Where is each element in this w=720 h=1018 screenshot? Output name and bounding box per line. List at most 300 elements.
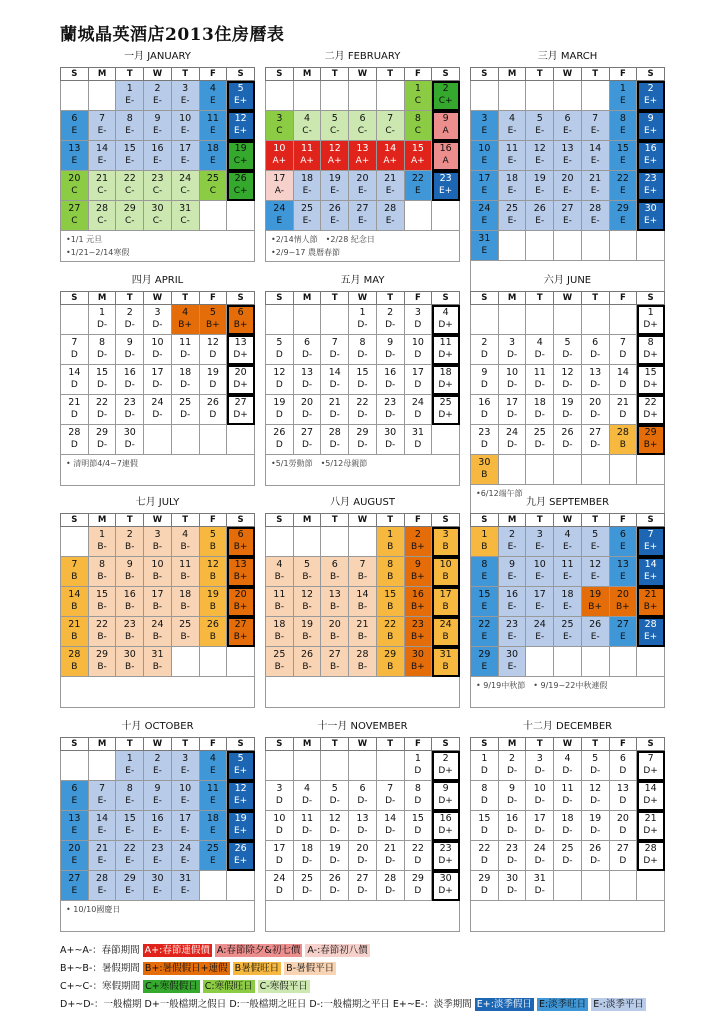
day-number: 29 [123,873,136,884]
day-cell [554,111,582,141]
rate-code: D- [329,886,340,896]
day-cell [526,365,554,395]
rate-code: B+ [233,632,248,642]
month-block [60,720,255,932]
day-number: 25 [273,649,286,660]
day-cell [432,335,460,365]
day-number: 3 [509,337,516,348]
day-cell [199,781,227,811]
day-cell [199,335,227,365]
day-cell [321,811,349,841]
empty-cell [88,81,116,111]
day-number: 17 [533,589,546,600]
day-number: 5 [209,307,216,318]
day-number: 31 [439,649,452,660]
rate-code: E- [357,216,367,226]
day-number: 20 [356,173,369,184]
day-number: 14 [328,367,341,378]
month-notes [470,677,665,708]
day-cell [637,305,665,335]
weekday-header: T [171,514,199,527]
rate-code: B [71,602,78,612]
day-number: 14 [384,143,397,154]
rate-code: E- [152,96,162,106]
day-number: 21 [384,843,397,854]
month-block [265,496,460,708]
day-cell [227,811,255,841]
rate-code: D+ [438,320,453,330]
day-number: 30 [478,457,491,468]
day-cell [554,395,582,425]
day-cell [199,365,227,395]
rate-code: E- [125,796,135,806]
weekday-header: W [144,738,172,751]
day-cell [498,617,526,647]
empty-cell [199,871,227,901]
day-number: 20 [589,397,602,408]
day-cell [144,365,172,395]
day-number: 4 [442,307,449,318]
day-number: 21 [96,843,109,854]
rate-code: E- [507,632,517,642]
day-cell [349,811,377,841]
rate-code: B- [180,632,190,642]
day-cell [404,871,432,901]
day-number: 16 [439,813,452,824]
day-cell [88,201,116,231]
day-cell [581,587,609,617]
day-cell [376,557,404,587]
weekday-header: W [144,68,172,81]
day-number: 19 [301,619,314,630]
weekday-header: S [637,292,665,305]
rate-code: D [414,856,422,866]
weekday-header: S [432,514,460,527]
day-cell [404,781,432,811]
day-number: 12 [589,783,602,794]
day-number: 24 [179,173,192,184]
rate-code: E- [180,126,190,136]
day-number: 23 [151,173,164,184]
day-number: 11 [439,337,452,348]
day-cell [293,335,321,365]
day-cell [554,587,582,617]
rate-code: B [387,572,394,582]
day-cell [498,365,526,395]
empty-cell [321,81,349,111]
day-cell [609,365,637,395]
rate-code: E+ [233,766,248,776]
day-cell [526,781,554,811]
day-number: 3 [481,113,488,124]
day-cell [321,395,349,425]
day-number: 14 [96,143,109,154]
day-number: 27 [616,619,629,630]
rate-code: E- [535,542,545,552]
day-number: 4 [209,753,216,764]
day-number: 6 [304,337,311,348]
day-cell [199,395,227,425]
rate-code: D [70,380,78,390]
rate-code: E [71,126,78,136]
weekday-header: M [498,292,526,305]
day-cell [199,305,227,335]
day-cell [471,527,499,557]
day-cell [376,365,404,395]
rate-code: D- [534,440,545,450]
day-number: 25 [533,427,546,438]
day-cell [554,617,582,647]
day-cell [609,841,637,871]
day-number: 30 [506,873,519,884]
day-cell [432,557,460,587]
legend-item: D-:一般檔期之平日 [309,999,390,1010]
rate-code: E- [562,572,572,582]
day-number: 31 [533,873,546,884]
rate-code: D- [152,410,163,420]
day-number: 22 [123,843,136,854]
empty-cell [581,455,609,485]
day-cell [144,751,172,781]
empty-cell [498,231,526,261]
day-cell [88,365,116,395]
weekday-header: W [144,514,172,527]
rate-code: D- [124,440,135,450]
rate-code: B+ [643,440,658,450]
rate-code: D+ [438,766,453,776]
rate-code: B- [125,602,135,612]
day-cell [227,395,255,425]
rate-code: D- [506,856,518,866]
rate-code: B+ [411,662,425,672]
rate-code: D [414,350,422,360]
rate-code: B- [357,572,368,582]
day-cell [498,201,526,231]
day-number: 7 [331,337,338,348]
rate-code: E- [97,826,107,836]
holiday-note: •5/1勞動節 •5/12母親節 [271,459,368,468]
day-number: 2 [509,753,516,764]
day-number: 8 [647,337,654,348]
day-number: 19 [589,813,602,824]
day-number: 26 [589,843,602,854]
rate-code: D [619,826,627,836]
day-number: 22 [616,173,629,184]
rate-code: D [414,440,422,450]
rate-code: B- [97,662,107,672]
weekday-header: M [293,292,321,305]
rate-code: D- [385,410,396,420]
rate-code: D [480,826,488,836]
empty-cell [376,751,404,781]
day-cell [266,395,294,425]
day-number: 28 [589,203,602,214]
day-cell [554,811,582,841]
day-number: 10 [179,783,192,794]
weekday-header: S [227,68,255,81]
rate-code: D [414,826,422,836]
day-number: 8 [414,113,421,124]
day-cell [471,141,499,171]
day-cell [376,201,404,231]
rate-code: C [71,186,78,196]
rate-code: C- [302,126,312,136]
day-number: 30 [123,427,136,438]
day-number: 7 [387,783,394,794]
day-cell [471,395,499,425]
weekday-header: F [609,292,637,305]
day-cell [199,617,227,647]
day-cell [526,201,554,231]
rate-code: E+ [643,572,658,582]
day-cell [404,81,432,111]
day-cell [581,751,609,781]
day-number: 9 [442,783,449,794]
day-cell [637,365,665,395]
day-number: 27 [68,203,81,214]
day-number: 9 [509,783,516,794]
day-cell [61,171,89,201]
rate-code: D- [590,380,601,390]
day-number: 14 [356,589,369,600]
day-cell [88,557,116,587]
weekday-header: M [293,68,321,81]
rate-code: E [415,186,421,196]
month-table [265,67,460,231]
day-number: 10 [151,559,164,570]
empty-cell [321,527,349,557]
day-number: 23 [123,397,136,408]
rate-code: E- [590,156,600,166]
weekday-header: W [554,68,582,81]
rate-code: E- [152,126,162,136]
rate-code: D- [329,796,340,806]
day-cell [404,111,432,141]
rate-code: E- [180,886,190,896]
rate-code: D- [590,766,601,776]
rate-code: B- [357,632,368,642]
rate-code: D [275,826,283,836]
day-cell [349,647,377,677]
day-number: 4 [564,753,571,764]
day-number: 16 [411,589,424,600]
rate-code: D- [506,796,518,806]
day-number: 5 [304,559,311,570]
day-number: 23 [439,173,452,184]
day-cell [171,335,199,365]
weekday-header: M [88,738,116,751]
day-number: 31 [179,203,192,214]
rate-code: E- [180,796,190,806]
month-name: 二月 FEBRUARY [324,51,401,62]
rate-code: E- [507,662,517,672]
day-number: 29 [411,873,424,884]
rate-code: B- [125,572,135,582]
day-number: 11 [301,813,314,824]
weekday-header: F [609,514,637,527]
day-number: 28 [644,619,657,630]
rate-code: E- [507,572,517,582]
day-number: 16 [506,813,519,824]
day-cell [227,365,255,395]
rate-code: E- [180,856,190,866]
legend-swatch: C+寒假假日 [145,981,198,992]
day-cell [554,201,582,231]
weekday-header: S [227,738,255,751]
rate-code: E+ [643,186,658,196]
day-number: 9 [154,113,161,124]
day-cell [637,111,665,141]
day-cell [637,171,665,201]
day-cell [376,587,404,617]
day-number: 1 [414,753,421,764]
rate-code: E- [562,632,572,642]
empty-cell [349,527,377,557]
day-cell [404,557,432,587]
rate-code: C- [124,186,135,196]
day-cell [432,111,460,141]
day-number: 26 [206,397,219,408]
day-number: 11 [273,589,286,600]
rate-code: E- [125,96,135,106]
day-cell [227,751,255,781]
day-number: 19 [234,813,247,824]
day-number: 11 [561,559,574,570]
day-cell [116,527,144,557]
day-number: 12 [234,783,247,794]
rate-code: D- [152,320,163,330]
day-cell [637,811,665,841]
day-cell [432,811,460,841]
rate-code: E [71,886,78,896]
day-cell [321,171,349,201]
rate-code: D- [357,380,368,390]
weekday-header: T [116,292,144,305]
weekday-header: S [471,292,499,305]
day-number: 16 [384,367,397,378]
day-cell [293,141,321,171]
rate-code: E- [507,216,517,226]
rate-code: B [209,632,216,642]
day-number: 22 [384,619,397,630]
day-cell [637,617,665,647]
rate-code: B- [274,662,285,672]
day-number: 18 [301,843,314,854]
day-cell [526,811,554,841]
day-number: 25 [439,397,452,408]
rate-code: B- [97,572,107,582]
day-cell [116,587,144,617]
empty-cell [609,647,637,677]
day-cell [526,141,554,171]
day-cell [404,305,432,335]
empty-cell [526,455,554,485]
day-cell [88,587,116,617]
rate-code: D- [562,826,573,836]
day-number: 13 [328,589,341,600]
rate-code: D+ [643,410,658,420]
day-number: 16 [439,143,452,154]
rate-code: B- [357,602,368,612]
weekday-header: T [581,68,609,81]
empty-cell [554,305,582,335]
rate-code: D+ [643,826,658,836]
rate-code: D- [506,766,518,776]
day-cell [199,751,227,781]
day-cell [526,557,554,587]
day-cell [432,365,460,395]
day-number: 5 [331,113,338,124]
day-cell [526,617,554,647]
day-number: 26 [301,649,314,660]
rate-code: D [619,380,627,390]
month-name: 九月 SEPTEMBER [525,497,610,508]
rate-code: D+ [438,380,453,390]
day-number: 2 [154,753,161,764]
rate-code: E [276,216,283,226]
day-number: 3 [182,753,189,764]
rate-code: E [620,156,626,166]
rate-code: E [481,602,488,612]
rate-code: B+ [233,572,248,582]
rate-code: B [71,632,78,642]
rate-code: E- [97,156,107,166]
rate-code: D [619,766,627,776]
day-number: 19 [206,589,219,600]
rate-code: C [414,96,422,106]
day-cell [581,425,609,455]
rate-code: B- [97,542,107,552]
day-cell [61,841,89,871]
day-number: 15 [384,589,397,600]
weekday-header: W [349,738,377,751]
day-number: 11 [179,559,192,570]
day-cell [116,201,144,231]
day-number: 14 [616,367,629,378]
day-number: 16 [151,813,164,824]
day-cell [498,111,526,141]
day-number: 30 [151,203,164,214]
day-cell [116,841,144,871]
rate-code: B [442,602,449,612]
day-number: 12 [273,367,286,378]
day-number: 12 [328,813,341,824]
day-number: 1 [647,307,654,318]
day-cell [266,841,294,871]
day-number: 6 [619,529,626,540]
rate-code: E [481,246,488,256]
weekday-header: F [609,68,637,81]
day-cell [609,557,637,587]
legend [60,942,720,1014]
empty-cell [227,871,255,901]
rate-code: D+ [438,410,453,420]
rate-code: E [481,632,488,642]
month-notes [60,231,255,262]
rate-code: E [620,542,626,552]
day-number: 23 [439,843,452,854]
rate-code: E- [125,766,135,776]
day-number: 7 [99,783,106,794]
day-number: 3 [276,783,283,794]
day-number: 19 [533,173,546,184]
day-number: 2 [647,83,654,94]
day-number: 2 [126,307,133,318]
holiday-note: •1/1 元旦 [66,235,103,244]
rate-code: E [481,572,488,582]
day-cell [293,871,321,901]
rate-code: C- [97,186,107,196]
